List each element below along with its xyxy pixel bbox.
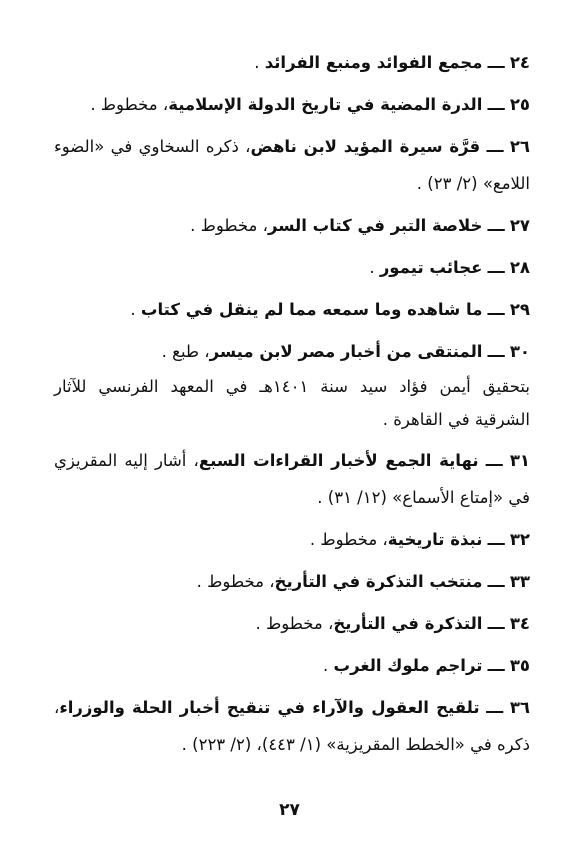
- entry-dash: ـــ: [487, 216, 505, 235]
- list-item: [54, 442, 530, 516]
- entry-number: ٣٢: [509, 530, 530, 549]
- entry-detail: ، مخطوط .: [255, 614, 334, 633]
- entry-title: نبذة تاريخية: [387, 530, 483, 549]
- list-item: [54, 86, 530, 123]
- entry-dash: ـــ: [485, 451, 503, 470]
- entry-dash: ـــ: [487, 95, 505, 114]
- list-item: [54, 333, 530, 370]
- entry-number: ٢٥: [509, 95, 530, 114]
- entry-title: تلقيح العقول والآراء في تنقيح أخبار الحلة والوزراء: [59, 698, 480, 717]
- entry-detail: ، ذكره السخاوي في «الضوء اللامع» (٢/ ٢٣) .: [54, 137, 530, 193]
- entry-title: قرَّة سيرة المؤيد لابن ناهض: [250, 137, 481, 156]
- list-item: [54, 689, 530, 763]
- entry-detail: .: [254, 53, 260, 72]
- entry-number: ٣٠: [509, 342, 530, 361]
- entry-dash: ـــ: [486, 698, 504, 717]
- entry-note: بتحقيق أيمن فؤاد سيد سنة ١٤٠١هـ في المعهد الفرنسي للآثار الشرقية في القاهرة .: [54, 377, 530, 429]
- list-item: [54, 207, 530, 244]
- entry-number: ٢٧: [509, 216, 530, 235]
- entry-detail: .: [323, 656, 329, 675]
- entry-number: ٢٤: [509, 53, 530, 72]
- entry-detail: ، أشار إليه المقريزي في «إمتاع الأسماع» (١٢/ ٣١) .: [54, 451, 530, 507]
- entry-number: ٢٩: [509, 300, 530, 319]
- list-item: [54, 44, 530, 81]
- entry-title: نهاية الجمع لأخبار القراءات السبع: [198, 451, 479, 470]
- entry-detail: ، مخطوط .: [196, 572, 275, 591]
- entry-detail: ، طبع .: [161, 342, 210, 361]
- entry-dash: ـــ: [487, 530, 505, 549]
- entry-dash: ـــ: [486, 137, 504, 156]
- entry-dash: ـــ: [487, 300, 505, 319]
- entry-title: مجمع الفوائد ومنبع الفرائد: [264, 53, 483, 72]
- works-list: [54, 44, 530, 768]
- entry-title: ما شاهده وما سمعه مما لم ينقل في كتاب: [140, 300, 483, 319]
- entry-title: تراجم ملوك الغرب: [333, 656, 483, 675]
- entry-number: ٣٥: [509, 656, 530, 675]
- entry-detail: .: [130, 300, 136, 319]
- entry-dash: ـــ: [487, 572, 505, 591]
- entry-detail: .: [369, 258, 375, 277]
- entry-number: ٢٦: [509, 137, 530, 156]
- entry-number: ٢٨: [509, 258, 530, 277]
- entry-number: ٣٤: [509, 614, 530, 633]
- list-item: [54, 563, 530, 600]
- entry-dash: ـــ: [487, 258, 505, 277]
- entry-title: خلاصة التبر في كتاب السر: [267, 216, 483, 235]
- entry-title: المنتقى من أخبار مصر لابن ميسر: [209, 342, 483, 361]
- list-item: [54, 291, 530, 328]
- entry-title: منتخب التذكرة في التأريخ: [274, 572, 483, 591]
- entry-title: عجائب تيمور: [379, 258, 483, 277]
- entry-number: ٣٦: [509, 698, 531, 717]
- page-number: ٢٧: [279, 800, 300, 820]
- list-item: [54, 128, 530, 202]
- entry-number: ٣١: [509, 451, 530, 470]
- entry-dash: ـــ: [487, 53, 505, 72]
- entry-detail: ، مخطوط .: [309, 530, 388, 549]
- entry-detail: ، مخطوط .: [90, 95, 169, 114]
- list-item: [54, 647, 530, 684]
- entry-detail: ، مخطوط .: [190, 216, 268, 235]
- entry-title: التذكرة في التأريخ: [333, 614, 483, 633]
- entry-dash: ـــ: [487, 342, 505, 361]
- entry-detail: ، ذكره في «الخطط المقريزية» (١/ ٤٤٣)، (٢/ ٢٢٣) .: [54, 698, 530, 754]
- list-item: [54, 605, 530, 642]
- entry-dash: ـــ: [487, 656, 505, 675]
- entry-number: ٣٣: [509, 572, 530, 591]
- list-item: [54, 249, 530, 286]
- entry-dash: ـــ: [487, 614, 505, 633]
- entry-title: الدرة المضية في تاريخ الدولة الإسلامية: [168, 95, 483, 114]
- list-item: [54, 521, 530, 558]
